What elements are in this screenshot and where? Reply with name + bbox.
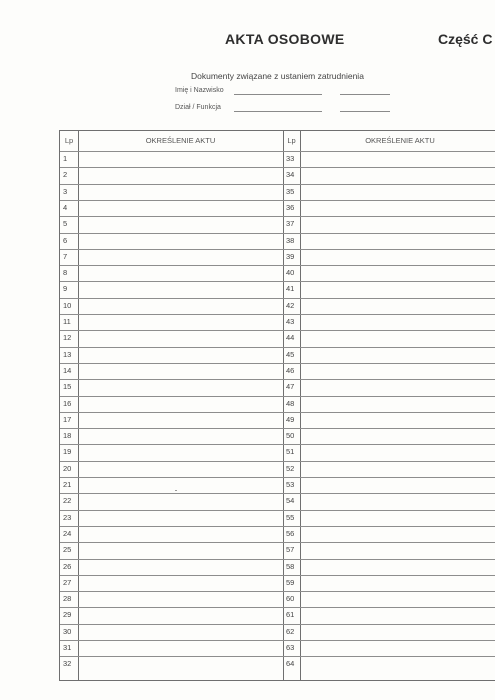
name-field-line[interactable] (234, 94, 322, 95)
row-number-right: 34 (286, 170, 295, 180)
row-number-left: 16 (63, 398, 72, 408)
table-middle-divider (283, 131, 284, 680)
row-number-left: 28 (63, 594, 72, 604)
row-number-left: 29 (63, 610, 72, 620)
act-cell-left[interactable] (79, 445, 282, 460)
row-number-left: 4 (63, 202, 68, 212)
part-label: Część C (438, 31, 493, 47)
act-cell-left[interactable] (79, 576, 282, 591)
paper-speck (175, 490, 177, 491)
act-cell-right[interactable] (301, 429, 495, 444)
row-number-right: 55 (286, 512, 295, 522)
act-cell-right[interactable] (301, 397, 495, 412)
act-cell-right[interactable] (301, 315, 495, 330)
row-number-left: 27 (63, 577, 72, 587)
act-cell-right[interactable] (301, 380, 495, 395)
row-number-left: 14 (63, 365, 72, 375)
row-number-right: 49 (286, 414, 295, 424)
row-number-right: 39 (286, 251, 295, 261)
name-field-line-2[interactable] (340, 94, 390, 95)
department-label: Dział / Funkcja (175, 104, 221, 111)
act-cell-right[interactable] (301, 168, 495, 183)
row-number-right: 58 (286, 561, 295, 571)
act-cell-right[interactable] (301, 217, 495, 232)
department-field-line-2[interactable] (340, 111, 390, 112)
act-cell-left[interactable] (79, 282, 282, 297)
row-number-right: 43 (286, 317, 295, 326)
act-cell-left[interactable] (79, 413, 282, 428)
act-cell-right[interactable] (301, 185, 495, 200)
row-number-right: 61 (286, 610, 295, 620)
page-title: AKTA OSOBOWE (225, 31, 345, 47)
row-number-left: 17 (63, 414, 72, 424)
act-cell-left[interactable] (79, 657, 282, 672)
row-number-right: 63 (286, 643, 295, 652)
act-cell-right[interactable] (301, 445, 495, 460)
act-cell-left[interactable] (79, 641, 282, 656)
row-number-right: 54 (286, 496, 295, 506)
act-cell-right[interactable] (301, 625, 495, 640)
act-cell-left[interactable] (79, 185, 282, 200)
row-number-right: 56 (286, 528, 295, 538)
row-number-left: 30 (63, 626, 72, 636)
row-number-left: 11 (63, 317, 71, 326)
row-number-right: 60 (286, 594, 295, 604)
act-cell-left[interactable] (79, 152, 282, 167)
row-number-left: 24 (63, 528, 72, 538)
row-number-right: 37 (286, 219, 295, 229)
row-number-right: 42 (286, 300, 295, 310)
row-number-left: 19 (63, 447, 72, 457)
act-cell-left[interactable] (79, 478, 282, 493)
act-cell-right[interactable] (301, 348, 495, 363)
row-number-right: 33 (286, 154, 295, 163)
row-number-right: 52 (286, 463, 295, 473)
row-number-left: 21 (63, 480, 72, 489)
row-number-left: 15 (63, 382, 72, 392)
act-cell-right[interactable] (301, 478, 495, 493)
act-cell-right[interactable] (301, 364, 495, 379)
row-number-right: 48 (286, 398, 295, 408)
row-number-right: 35 (286, 186, 295, 196)
act-cell-right[interactable] (301, 201, 495, 216)
row-number-left: 8 (63, 268, 68, 278)
act-cell-left[interactable] (79, 543, 282, 558)
row-number-left: 23 (63, 512, 72, 522)
act-cell-right[interactable] (301, 592, 495, 607)
row-number-left: 32 (63, 659, 72, 669)
act-cell-right[interactable] (301, 250, 495, 265)
row-number-left: 1 (63, 154, 68, 163)
row-number-left: 22 (63, 496, 72, 506)
act-cell-left[interactable] (79, 217, 282, 232)
act-cell-left[interactable] (79, 527, 282, 542)
row-number-right: 40 (286, 268, 295, 278)
row-number-left: 26 (63, 561, 72, 571)
act-cell-left[interactable] (79, 511, 282, 526)
row-number-left: 10 (63, 300, 72, 310)
act-cell-right[interactable] (301, 299, 495, 314)
act-cell-right[interactable] (301, 462, 495, 477)
act-header-left: OKREŚLENIE AKTU (145, 136, 216, 145)
act-cell-right[interactable] (301, 413, 495, 428)
row-number-right: 50 (286, 431, 295, 441)
act-cell-left[interactable] (79, 397, 282, 412)
act-cell-left[interactable] (79, 250, 282, 265)
act-cell-left[interactable] (79, 494, 282, 509)
act-cell-left[interactable] (79, 348, 282, 363)
act-cell-left[interactable] (79, 331, 282, 346)
act-cell-left[interactable] (79, 364, 282, 379)
row-number-left: 25 (63, 545, 72, 555)
act-cell-right[interactable] (301, 152, 495, 167)
row-number-left: 5 (63, 219, 68, 229)
act-header-right: OKREŚLENIE AKTU (365, 136, 435, 145)
act-cell-left[interactable] (79, 592, 282, 607)
act-cell-right[interactable] (301, 560, 495, 575)
form-subtitle: Dokumenty związane z ustaniem zatrudnienia (191, 71, 364, 81)
lp-header-left: Lp (64, 136, 74, 145)
row-number-left: 2 (63, 170, 68, 180)
act-cell-right[interactable] (301, 527, 495, 542)
act-cell-right[interactable] (301, 543, 495, 558)
row-number-left: 31 (63, 643, 72, 652)
row-number-right: 57 (286, 545, 295, 555)
act-cell-left[interactable] (79, 201, 282, 216)
act-cell-left[interactable] (79, 380, 282, 395)
act-cell-right[interactable] (301, 641, 495, 656)
act-cell-right[interactable] (301, 234, 495, 249)
documents-table (59, 130, 495, 681)
row-number-right: 47 (286, 382, 295, 392)
name-label: Imię i Nazwisko (175, 87, 224, 94)
row-number-left: 6 (63, 235, 68, 245)
row-number-right: 62 (286, 626, 295, 636)
row-number-right: 59 (286, 577, 295, 587)
act-cell-left[interactable] (79, 234, 282, 249)
row-number-right: 44 (286, 333, 295, 343)
row-number-right: 45 (286, 349, 295, 359)
row-number-left: 18 (63, 431, 72, 441)
row-number-right: 38 (286, 235, 295, 245)
act-cell-left[interactable] (79, 608, 282, 623)
row-number-left: 20 (63, 463, 72, 473)
row-number-left: 12 (63, 333, 72, 343)
act-cell-right[interactable] (301, 608, 495, 623)
department-field-line[interactable] (234, 111, 322, 112)
lp-header-right: Lp (287, 136, 296, 145)
act-cell-left[interactable] (79, 315, 282, 330)
row-number-left: 13 (63, 349, 72, 359)
row-number-left: 7 (63, 251, 68, 261)
act-cell-left[interactable] (79, 429, 282, 444)
act-cell-left[interactable] (79, 266, 282, 281)
act-cell-left[interactable] (79, 299, 282, 314)
act-cell-right[interactable] (301, 657, 495, 672)
act-cell-right[interactable] (301, 494, 495, 509)
act-cell-right[interactable] (301, 576, 495, 591)
row-number-right: 53 (286, 480, 295, 489)
act-cell-left[interactable] (79, 625, 282, 640)
act-cell-left[interactable] (79, 462, 282, 477)
row-number-right: 36 (286, 202, 295, 212)
act-cell-left[interactable] (79, 168, 282, 183)
row-number-right: 64 (286, 659, 295, 669)
act-cell-right[interactable] (301, 266, 495, 281)
row-number-left: 9 (63, 284, 68, 294)
act-cell-left[interactable] (79, 560, 282, 575)
row-number-left: 3 (63, 186, 68, 196)
act-cell-right[interactable] (301, 331, 495, 346)
act-cell-right[interactable] (301, 511, 495, 526)
row-number-right: 51 (286, 447, 295, 457)
row-number-right: 46 (286, 365, 295, 375)
act-cell-right[interactable] (301, 282, 495, 297)
row-number-right: 41 (286, 284, 295, 294)
